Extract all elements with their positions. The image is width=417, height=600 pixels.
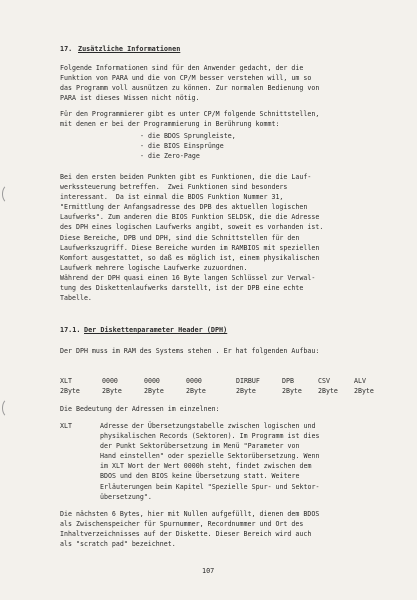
text-line: physikalischen Records (Sektoren). Im Programm ist dies (100, 432, 320, 441)
punch-hole-mark (2, 398, 17, 418)
text-line: Inhaltverzeichnisses auf der Diskette. Dieser Bereich wird auch (60, 530, 312, 539)
text-line: PARA ist dieses Wissen nicht nötig. (60, 94, 200, 103)
column-name: DIRBUF (236, 377, 260, 385)
table-column (102, 376, 122, 396)
text-line: übersetzung". (100, 492, 152, 501)
text-line: mit denen er bei der Programmierung in Berührung kommt: (60, 120, 280, 129)
column-size: 2Byte (236, 387, 256, 395)
text-line: "Ermittlung der Anfangsadresse des DPB des aktuellen logischen (60, 203, 308, 212)
column-name: XLT (60, 377, 72, 385)
text-line: Funktion von PARA und die von CP/M besser verstehen will, um so (60, 74, 312, 83)
text-line: Erläuterungen beim Kapitel "Spezielle Spur- und Sektor- (100, 482, 320, 491)
text-line: als Zwischenspeicher für Spurnummer, Recordnummer und Ort des (60, 520, 304, 529)
text-line: BDOS und den BIOS keine Übersetzung statt. Weitere (100, 472, 300, 481)
subsection-heading (60, 325, 388, 335)
section-number: 17. (60, 45, 73, 53)
paragraph-programmer (60, 109, 388, 129)
text-line: der Punkt Sektorübersetzung im Menü "Parameter von (100, 442, 300, 451)
text-line: als "scratch pad" bezeichnet. (60, 540, 176, 549)
list-item: - die BIOS Einsprünge (140, 142, 224, 151)
table-column (236, 376, 260, 396)
table-column (354, 376, 374, 396)
page-number: 107 (202, 567, 215, 575)
xlt-term: XLT (60, 422, 72, 430)
column-size: 2Byte (186, 387, 206, 395)
list-item: - die BDOS Sprungleiste, (140, 132, 236, 140)
table-column (60, 376, 80, 396)
text-line: Für den Programmierer gibt es unter CP/M folgende Schnittstellen, (60, 110, 320, 118)
table-column (186, 376, 206, 396)
text-line: des DPH eines logischen Laufwerks angibt, soweit es vorhanden ist. (60, 223, 324, 232)
xlt-description (100, 421, 390, 502)
subsection-number: 17.1. (60, 326, 81, 334)
section-heading (60, 44, 388, 54)
paragraph-functions (60, 172, 388, 303)
text-line: interessant. Da ist einmal die BDOS Funktion Nummer 31, (60, 193, 284, 202)
text-line: im XLT Wort der Wert 0000h steht, findet zwischen dem (100, 462, 312, 471)
text-line: Laufwerks". Zum anderen die BIOS Funktion SELDSK, die die Adresse (60, 213, 320, 222)
column-name: 0000 (144, 377, 160, 385)
column-size: 2Byte (60, 387, 80, 395)
text-line: Adresse der Übersetzungstabelle zwischen logischen und (100, 422, 316, 430)
text-line: Laufwerk mehrere logische Laufwerke zuzuordnen. (60, 263, 248, 272)
column-size: 2Byte (354, 387, 374, 395)
text-line: Während der DPH quasi einen 16 Byte langen Schlüssel zur Verwal- (60, 273, 316, 282)
text-line: Bei den ersten beiden Punkten gibt es Funktionen, die die Lauf- (60, 173, 312, 181)
column-size: 2Byte (282, 387, 302, 395)
text-line: Die nächsten 6 Bytes, hier mit Nullen aufgefüllt, dienen dem BDOS (60, 510, 320, 518)
meaning-intro: Die Bedeutung der Adressen im einzelnen: (60, 405, 220, 413)
text-line: Folgende Informationen sind für den Anwender gedacht, der die (60, 64, 304, 72)
text-line: das Programm voll ausnützen zu können. Zur normalen Bedienung von (60, 84, 320, 93)
paragraph-scratchpad (60, 509, 388, 549)
paragraph-intro (60, 63, 388, 103)
text-line: Laufwerkszugriff. Diese Bereiche wurden im RAMBIOS mit speziellen (60, 243, 320, 252)
punch-hole-mark (2, 184, 17, 204)
text-line: Tabelle. (60, 294, 92, 303)
column-size: 2Byte (102, 387, 122, 395)
column-name: 0000 (102, 377, 118, 385)
section-title: Zusätzliche Informationen (78, 45, 181, 53)
text-line: Komfort ausgestattet, so daß es möglich ist, einem physikalischen (60, 253, 320, 262)
subsection-title: Der Diskettenparameter Header (DPH) (84, 326, 228, 334)
table-column (318, 376, 338, 396)
text-line: Hand einstellen" oder spezielle Sektorübersetzung. Wenn (100, 452, 320, 461)
column-name: CSV (318, 377, 330, 385)
column-name: 0000 (186, 377, 202, 385)
column-name: DPB (282, 377, 294, 385)
column-name: ALV (354, 377, 366, 385)
column-size: 2Byte (318, 387, 338, 395)
text-line: werkssteuerung betreffen. Zwei Funktionen sind besonders (60, 183, 288, 192)
dph-intro: Der DPH muss im RAM des Systems stehen . Er hat folgenden Aufbau: (60, 347, 320, 355)
text-line: Diese Bereiche, DPB und DPH, sind die Schnittstellen für den (60, 233, 300, 242)
column-size: 2Byte (144, 387, 164, 395)
table-column (282, 376, 302, 396)
text-line: tung des Diskettenlaufwerks darstellt, ist der DPB eine echte (60, 284, 304, 293)
table-column (144, 376, 164, 396)
list-item: - die Zero-Page (140, 152, 200, 161)
interface-list (140, 131, 236, 161)
